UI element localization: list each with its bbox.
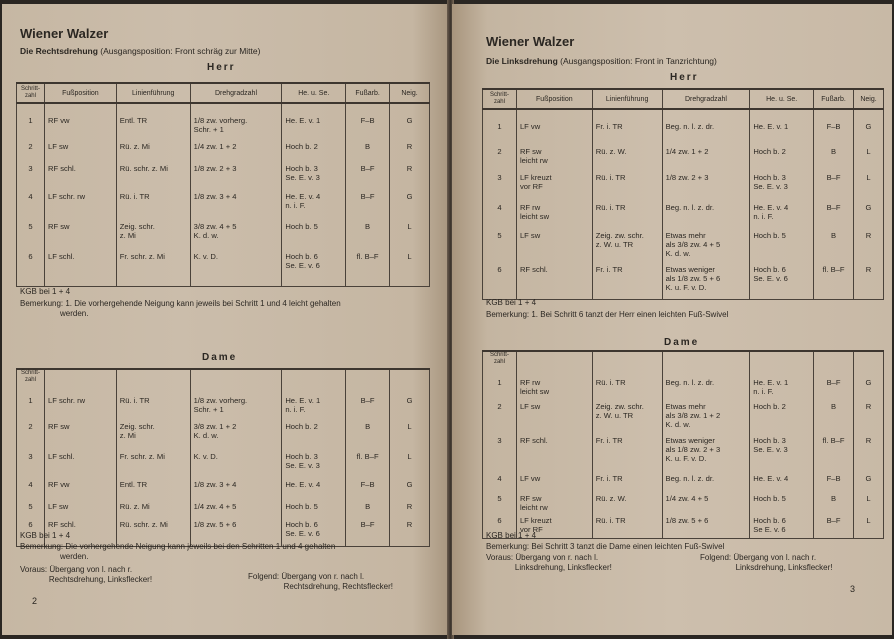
line-cell: Rü. i. TR <box>592 512 662 538</box>
turn-cell: 3/8 zw. 1 + 2 K. d. w. <box>190 418 282 448</box>
step-number-cell: 3 <box>17 448 45 476</box>
foot-position-cell: RF rw leicht sw <box>516 366 592 398</box>
table-row <box>17 248 430 286</box>
sway-cell: R <box>854 398 884 432</box>
table-row <box>483 490 884 512</box>
step-number-cell: 6 <box>17 516 45 546</box>
sway-cell: R <box>390 138 430 160</box>
foot-position-cell: LF kreuzt vor RF <box>516 512 592 538</box>
step-number-cell: 1 <box>17 103 45 138</box>
foot-position-cell: RF rw leicht sw <box>516 199 592 227</box>
foot-position-cell: LF schl. <box>44 448 116 476</box>
step-number-cell: 1 <box>483 109 517 143</box>
table-row <box>17 138 430 160</box>
step-number-cell: 1 <box>483 366 517 398</box>
foot-position-cell: LF vw <box>516 109 592 143</box>
turn-cell: 1/8 zw. 3 + 4 <box>190 476 282 498</box>
table-row <box>17 103 430 138</box>
foot-position-cell: LF schr. rw <box>44 384 116 418</box>
sway-cell: L <box>854 169 884 199</box>
subtitle-rest: (Ausgangsposition: Front schräg zur Mitte) <box>97 46 261 56</box>
voraus-note: Voraus: Übergang von r. nach l. Linksdrehung, Linksflecker! <box>486 553 612 572</box>
step-number-cell: 5 <box>17 218 45 248</box>
sway-cell: G <box>854 199 884 227</box>
herr-heading: Herr <box>207 62 236 73</box>
footwork-cell: B <box>814 143 854 169</box>
turn-cell: 1/8 zw. vorherg. Schr. + 1 <box>190 103 282 138</box>
turn-cell: 1/4 zw. 4 + 5 <box>190 498 282 516</box>
turn-cell: 1/8 zw. 2 + 3 <box>662 169 750 199</box>
line-cell: Entl. TR <box>116 476 190 498</box>
step-number-cell: 3 <box>483 432 517 470</box>
step-number-cell: 6 <box>483 261 517 299</box>
line-cell: Fr. i. TR <box>592 432 662 470</box>
foot-position-cell: LF sw <box>516 398 592 432</box>
column-header: Fußposition <box>44 83 116 103</box>
line-cell: Rü. i. TR <box>116 384 190 418</box>
footwork-cell: fl. B–F <box>814 432 854 470</box>
step-number-cell: 3 <box>17 160 45 188</box>
rise-fall-cell: Hoch b. 6 Se. E. v. 6 <box>282 248 346 286</box>
rise-fall-cell: Hoch b. 5 <box>282 218 346 248</box>
column-header <box>282 369 346 384</box>
table-header-row <box>17 369 430 384</box>
foot-position-cell: RF vw <box>44 103 116 138</box>
foot-position-cell: LF kreuzt vor RF <box>516 169 592 199</box>
dame-remark: Bemerkung: Bei Schritt 3 tanzt die Dame einen leichten Fuß-Swivel <box>486 542 725 551</box>
column-header: Schritt- zahl <box>17 83 45 103</box>
column-header: He. u. Se. <box>282 83 346 103</box>
rise-fall-cell: Hoch b. 3 Se. E. v. 3 <box>750 169 814 199</box>
footwork-cell: F–B <box>814 109 854 143</box>
sway-cell: G <box>390 103 430 138</box>
right-page <box>452 4 892 635</box>
turn-cell: K. v. D. <box>190 248 282 286</box>
line-cell: Entl. TR <box>116 103 190 138</box>
sway-cell: R <box>390 160 430 188</box>
step-number-cell: 3 <box>483 169 517 199</box>
foot-position-cell: LF vw <box>516 470 592 490</box>
foot-position-cell: RF vw <box>44 476 116 498</box>
sway-cell: R <box>390 516 430 546</box>
table-row <box>17 218 430 248</box>
folgend-note: Folgend: Übergang von l. nach r. Linksdrehung, Linksflecker! <box>700 553 833 572</box>
footwork-cell: B–F <box>814 366 854 398</box>
line-cell: Fr. schr. z. Mi <box>116 248 190 286</box>
sway-cell: R <box>854 432 884 470</box>
foot-position-cell: LF schr. rw <box>44 188 116 218</box>
left-page <box>2 4 448 635</box>
column-header <box>516 351 592 366</box>
column-header <box>750 351 814 366</box>
dame-heading: Dame <box>664 337 700 348</box>
column-header <box>662 351 750 366</box>
rise-fall-cell: He. E. v. 1 n. i. F. <box>750 366 814 398</box>
footwork-cell: F–B <box>346 476 390 498</box>
foot-position-cell: RF schl. <box>44 516 116 546</box>
foot-position-cell: RF sw <box>44 218 116 248</box>
footwork-cell: B–F <box>346 516 390 546</box>
step-number-cell: 4 <box>483 199 517 227</box>
voraus-note: Voraus: Übergang von l. nach r. Rechtsdrehung, Linksflecker! <box>20 565 153 584</box>
rise-fall-cell: He. E. v. 4 <box>282 476 346 498</box>
herr-remark: Bemerkung: 1. Die vorhergehende Neigung kann jeweils bei Schritt 1 und 4 leicht gehalten werden. <box>20 299 341 318</box>
line-cell: Rü. z. W. <box>592 490 662 512</box>
footwork-cell: B <box>346 218 390 248</box>
step-number-cell: 5 <box>483 227 517 261</box>
column-header: Schritt- zahl <box>17 369 45 384</box>
rise-fall-cell: Hoch b. 2 <box>750 143 814 169</box>
turn-cell: 1/8 zw. 2 + 3 <box>190 160 282 188</box>
table-row <box>17 384 430 418</box>
foot-position-cell: RF schl. <box>516 261 592 299</box>
subtitle-bold: Die Rechtsdrehung <box>20 46 98 56</box>
turn-cell: K. v. D. <box>190 448 282 476</box>
column-header <box>854 351 884 366</box>
rise-fall-cell: He. E. v. 4 n. i. F. <box>750 199 814 227</box>
turn-cell: Etwas mehr als 3/8 zw. 1 + 2 K. d. w. <box>662 398 750 432</box>
footwork-cell: B–F <box>346 160 390 188</box>
line-cell: Rü. i. TR <box>592 199 662 227</box>
table-row <box>483 143 884 169</box>
turn-cell: Beg. n. l. z. dr. <box>662 470 750 490</box>
sway-cell: L <box>854 512 884 538</box>
footwork-cell: B–F <box>346 188 390 218</box>
column-header: Schritt- zahl <box>483 351 517 366</box>
turn-cell: Etwas weniger als 1/8 zw. 2 + 3 K. u. F. v. D. <box>662 432 750 470</box>
footwork-cell: fl. B–F <box>346 448 390 476</box>
column-header: Fußarb. <box>814 89 854 109</box>
column-header <box>390 369 430 384</box>
column-header <box>190 369 282 384</box>
footwork-cell: B–F <box>814 199 854 227</box>
footwork-cell: fl. B–F <box>346 248 390 286</box>
line-cell: Fr. i. TR <box>592 470 662 490</box>
foot-position-cell: LF schl. <box>44 248 116 286</box>
rise-fall-cell: Hoch b. 6 Se E. v. 6 <box>750 512 814 538</box>
turn-cell: 1/8 zw. vorherg. Schr. + 1 <box>190 384 282 418</box>
rise-fall-cell: Hoch b. 2 <box>282 138 346 160</box>
page-number: 2 <box>32 596 38 606</box>
rise-fall-cell: Hoch b. 6 Se. E. v. 6 <box>282 516 346 546</box>
sway-cell: R <box>390 498 430 516</box>
line-cell: Rü. schr. z. Mi <box>116 516 190 546</box>
foot-position-cell: RF sw leicht rw <box>516 143 592 169</box>
table-row <box>483 366 884 398</box>
step-number-cell: 1 <box>17 384 45 418</box>
line-cell: Rü. i. TR <box>592 169 662 199</box>
footwork-cell: F–B <box>346 103 390 138</box>
table-row <box>483 261 884 299</box>
column-header: Drehgradzahl <box>662 89 750 109</box>
rise-fall-cell: Hoch b. 3 Se. E. v. 3 <box>282 160 346 188</box>
step-number-cell: 6 <box>483 512 517 538</box>
line-cell: Rü. i. TR <box>116 188 190 218</box>
sway-cell: G <box>390 384 430 418</box>
turn-cell: 1/4 zw. 4 + 5 <box>662 490 750 512</box>
turn-cell: 1/4 zw. 1 + 2 <box>662 143 750 169</box>
rise-fall-cell: He. E. v. 1 <box>750 109 814 143</box>
line-cell: Rü. z. W. <box>592 143 662 169</box>
sway-cell: R <box>854 227 884 261</box>
footwork-cell: B <box>814 398 854 432</box>
sway-cell: L <box>390 218 430 248</box>
table-header-row <box>483 89 884 109</box>
line-cell: Rü. z. Mi <box>116 498 190 516</box>
column-header <box>116 369 190 384</box>
herr-heading: Herr <box>670 72 699 83</box>
footwork-cell: B–F <box>814 169 854 199</box>
line-cell: Rü. schr. z. Mi <box>116 160 190 188</box>
footwork-cell: B <box>346 138 390 160</box>
turn-cell: 1/8 zw. 3 + 4 <box>190 188 282 218</box>
foot-position-cell: RF sw leicht rw <box>516 490 592 512</box>
footwork-cell: B–F <box>346 384 390 418</box>
foot-position-cell: RF sw <box>44 418 116 448</box>
rise-fall-cell: He. E. v. 4 n. i. F. <box>282 188 346 218</box>
turn-cell: 1/8 zw. 5 + 6 <box>190 516 282 546</box>
column-header: Linienführung <box>592 89 662 109</box>
folgend-note: Folgend: Übergang von r. nach l. Rechtsdrehung, Rechtsflecker! <box>248 572 393 591</box>
step-number-cell: 2 <box>17 138 45 160</box>
table-row <box>17 498 430 516</box>
sway-cell: L <box>854 490 884 512</box>
rise-fall-cell: Hoch b. 5 <box>282 498 346 516</box>
line-cell: Fr. schr. z. Mi <box>116 448 190 476</box>
step-number-cell: 2 <box>483 398 517 432</box>
table-row <box>17 448 430 476</box>
dame-kgb-note: KGB bei 1 + 4 <box>20 531 71 540</box>
rise-fall-cell: Hoch b. 2 <box>282 418 346 448</box>
sway-cell: L <box>854 143 884 169</box>
rise-fall-cell: Hoch b. 3 Se. E. v. 3 <box>282 448 346 476</box>
herr-kgb-note: KGB bei 1 + 4 <box>486 298 537 307</box>
line-cell: Fr. i. TR <box>592 261 662 299</box>
turn-cell: 1/8 zw. 5 + 6 <box>662 512 750 538</box>
line-cell: Zeig. zw. schr. z. W. u. TR <box>592 227 662 261</box>
rise-fall-cell: Hoch b. 6 Se. E. v. 6 <box>750 261 814 299</box>
table-row <box>483 169 884 199</box>
turn-cell: Beg. n. l. z. dr. <box>662 366 750 398</box>
sway-cell: G <box>854 109 884 143</box>
table-row <box>483 109 884 143</box>
step-number-cell: 5 <box>483 490 517 512</box>
line-cell: Zeig. schr. z. Mi <box>116 418 190 448</box>
step-number-cell: 2 <box>17 418 45 448</box>
sway-cell: G <box>390 476 430 498</box>
step-number-cell: 6 <box>17 248 45 286</box>
table-header-row <box>483 351 884 366</box>
line-cell: Zeig. schr. z. Mi <box>116 218 190 248</box>
page-subtitle <box>20 46 260 56</box>
line-cell: Zeig. zw. schr. z. W. u. TR <box>592 398 662 432</box>
rise-fall-cell: Hoch b. 5 <box>750 490 814 512</box>
column-header <box>346 369 390 384</box>
footwork-cell: B <box>814 490 854 512</box>
column-header: He. u. Se. <box>750 89 814 109</box>
sway-cell: G <box>390 188 430 218</box>
rise-fall-cell: He. E. v. 1 <box>282 103 346 138</box>
footwork-cell: fl. B–F <box>814 261 854 299</box>
herr-steps-table <box>16 82 430 287</box>
step-number-cell: 4 <box>483 470 517 490</box>
column-header: Fußarb. <box>346 83 390 103</box>
foot-position-cell: RF schl. <box>44 160 116 188</box>
table-header-row <box>17 83 430 103</box>
table-row <box>17 160 430 188</box>
rise-fall-cell: Hoch b. 5 <box>750 227 814 261</box>
column-header <box>44 369 116 384</box>
table-row <box>483 512 884 538</box>
turn-cell: Beg. n. l. z. dr. <box>662 109 750 143</box>
column-header: Neig. <box>390 83 430 103</box>
footwork-cell: B <box>814 227 854 261</box>
column-header: Schritt- zahl <box>483 89 517 109</box>
footwork-cell: B–F <box>814 512 854 538</box>
column-header <box>814 351 854 366</box>
table-row <box>483 470 884 490</box>
footwork-cell: B <box>346 498 390 516</box>
dame-steps-table <box>482 350 884 539</box>
herr-remark: Bemerkung: 1. Bei Schritt 6 tanzt der Herr einen leichten Fuß-Swivel <box>486 310 729 319</box>
table-row <box>17 476 430 498</box>
table-row <box>483 199 884 227</box>
step-number-cell: 4 <box>17 476 45 498</box>
sway-cell: L <box>390 448 430 476</box>
sway-cell: L <box>390 418 430 448</box>
foot-position-cell: RF schl. <box>516 432 592 470</box>
footwork-cell: F–B <box>814 470 854 490</box>
dame-kgb-note: KGB bei 1 + 4 <box>486 531 537 540</box>
column-header: Fußposition <box>516 89 592 109</box>
line-cell: Rü. z. Mi <box>116 138 190 160</box>
subtitle-bold: Die Linksdrehung <box>486 56 558 66</box>
column-header: Neig. <box>854 89 884 109</box>
line-cell: Fr. i. TR <box>592 109 662 143</box>
dame-heading: Dame <box>202 352 238 363</box>
sway-cell: R <box>854 261 884 299</box>
sway-cell: G <box>854 366 884 398</box>
step-number-cell: 5 <box>17 498 45 516</box>
herr-kgb-note: KGB bei 1 + 4 <box>20 287 71 296</box>
foot-position-cell: LF sw <box>44 138 116 160</box>
turn-cell: Beg. n. l. z. dr. <box>662 199 750 227</box>
dame-remark: Bemerkung: Die vorhergehende Neigung kann jeweils bei den Schritten 1 und 4 gehalten werden. <box>20 542 336 561</box>
table-row <box>17 418 430 448</box>
page-number: 3 <box>850 584 856 594</box>
table-row <box>483 398 884 432</box>
table-row <box>17 188 430 218</box>
turn-cell: 3/8 zw. 4 + 5 K. d. w. <box>190 218 282 248</box>
herr-steps-table <box>482 88 884 300</box>
column-header: Linienführung <box>116 83 190 103</box>
footwork-cell: B <box>346 418 390 448</box>
turn-cell: Etwas mehr als 3/8 zw. 4 + 5 K. d. w. <box>662 227 750 261</box>
page-title: Wiener Walzer <box>486 34 575 49</box>
turn-cell: 1/4 zw. 1 + 2 <box>190 138 282 160</box>
turn-cell: Etwas weniger als 1/8 zw. 5 + 6 K. u. F. v. D. <box>662 261 750 299</box>
foot-position-cell: LF sw <box>44 498 116 516</box>
subtitle-rest: (Ausgangsposition: Front in Tanzrichtung) <box>557 56 717 66</box>
rise-fall-cell: He. E. v. 1 n. i. F. <box>282 384 346 418</box>
step-number-cell: 4 <box>17 188 45 218</box>
column-header: Drehgradzahl <box>190 83 282 103</box>
rise-fall-cell: Hoch b. 3 Se. E. v. 3 <box>750 432 814 470</box>
column-header <box>592 351 662 366</box>
page-title: Wiener Walzer <box>20 26 109 41</box>
dame-steps-table <box>16 368 430 547</box>
foot-position-cell: LF sw <box>516 227 592 261</box>
sway-cell: L <box>390 248 430 286</box>
rise-fall-cell: He. E. v. 4 <box>750 470 814 490</box>
step-number-cell: 2 <box>483 143 517 169</box>
sway-cell: G <box>854 470 884 490</box>
line-cell: Rü. i. TR <box>592 366 662 398</box>
table-row <box>483 432 884 470</box>
table-row <box>483 227 884 261</box>
rise-fall-cell: Hoch b. 2 <box>750 398 814 432</box>
page-subtitle <box>486 56 717 66</box>
